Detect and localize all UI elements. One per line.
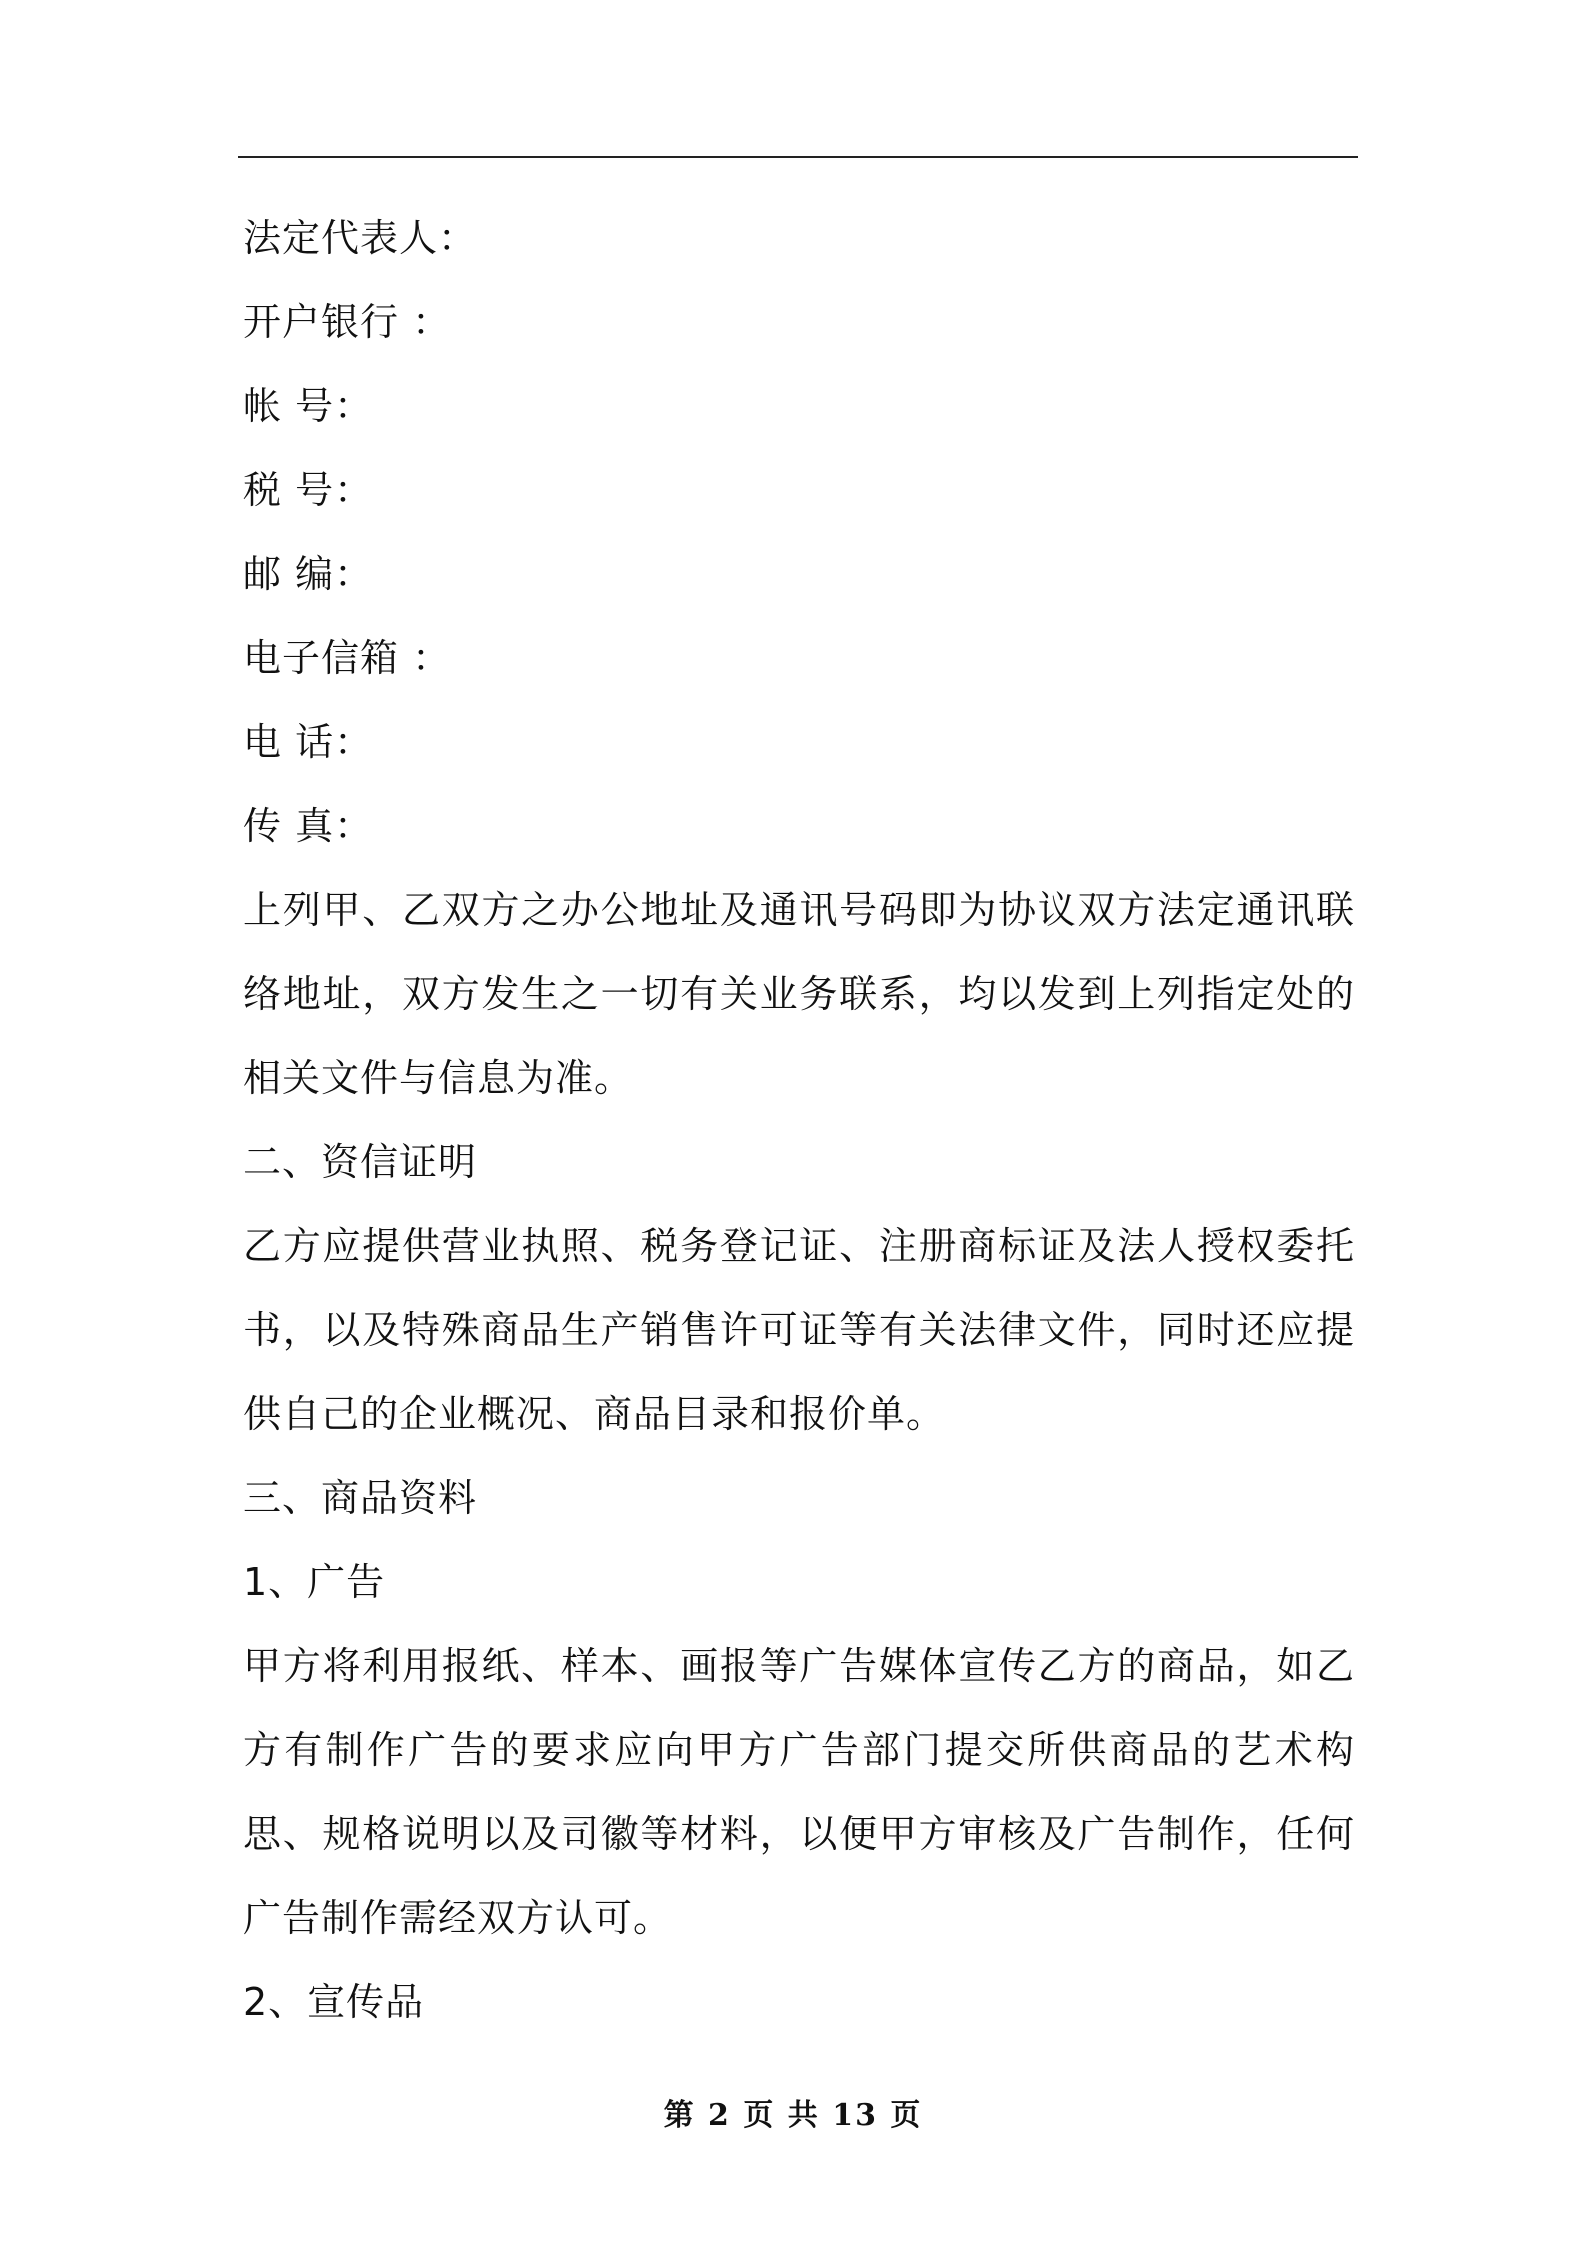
field-tax-no: 税 号：	[243, 468, 374, 512]
header-rule	[238, 156, 1358, 158]
field-postcode: 邮 编：	[243, 552, 374, 596]
field-phone: 电 话：	[243, 720, 374, 764]
field-email: 电子信箱 ：	[243, 636, 452, 680]
item-2-heading: 2、宣传品	[243, 1980, 425, 2024]
item-1-heading: 1、广告	[243, 1560, 386, 1604]
notice-paragraph: 上列甲、乙双方之办公地址及通讯号码即为协议双方法定通讯联络地址，双方发生之一切有关业务联系，均以发到上列指定处的相关文件与信息为准。	[243, 888, 1355, 1100]
field-bank: 开户银行 ：	[243, 300, 452, 344]
field-fax: 传 真：	[243, 804, 374, 848]
section-2-body: 乙方应提供营业执照、税务登记证、注册商标证及法人授权委托书，以及特殊商品生产销售许可证等有关法律文件，同时还应提供自己的企业概况、商品目录和报价单。	[243, 1224, 1355, 1436]
field-legal-rep: 法定代表人：	[243, 216, 478, 260]
field-account: 帐 号：	[243, 384, 374, 428]
item-1-body: 甲方将利用报纸、样本、画报等广告媒体宣传乙方的商品，如乙方有制作广告的要求应向甲方广告部门提交所供商品的艺术构思、规格说明以及司徽等材料，以便甲方审核及广告制作，任何广告制作需经双方认可。	[243, 1644, 1355, 1940]
section-2-heading: 二、资信证明	[243, 1140, 478, 1184]
document-body	[243, 196, 1355, 2044]
section-3-heading: 三、商品资料	[243, 1476, 478, 1520]
page-number: 第 2 页 共 13 页	[663, 2098, 923, 2133]
